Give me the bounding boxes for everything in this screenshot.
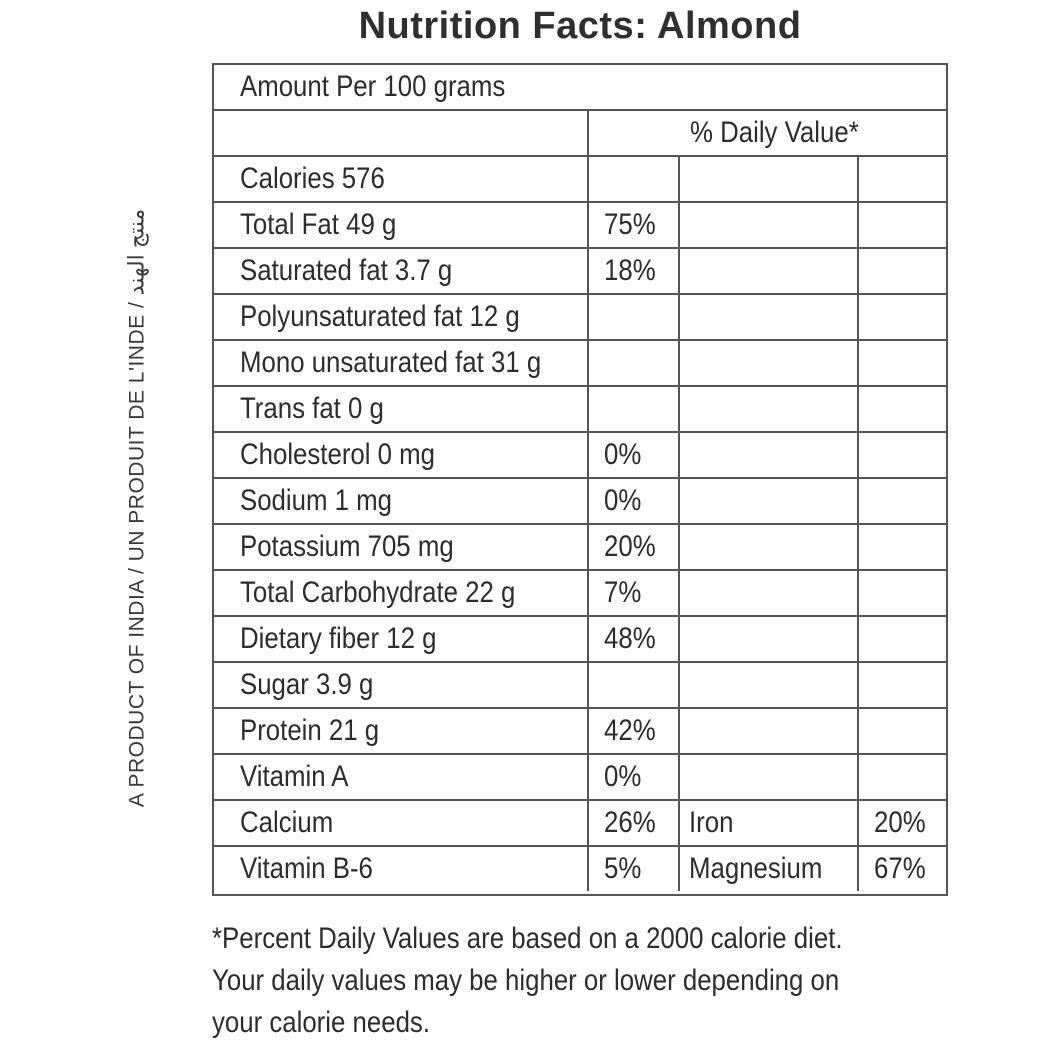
nutrient-row: [214, 295, 946, 341]
daily-value-percent: 18%: [604, 254, 656, 287]
daily-value-percent: 42%: [604, 714, 656, 747]
daily-value-header-row: [214, 111, 946, 157]
daily-value-percent: 75%: [604, 208, 656, 241]
nutrient-row: [214, 663, 946, 709]
nutrient-row: [214, 847, 946, 891]
nutrient-row: [214, 341, 946, 387]
nutrient-row: [214, 249, 946, 295]
footnote-line: *Percent Daily Values are based on a 2000 calorie diet.: [212, 922, 843, 955]
daily-value-percent: 20%: [604, 530, 656, 563]
daily-value-percent: 26%: [604, 806, 656, 839]
nutrient-row: [214, 617, 946, 663]
nutrient-row: [214, 755, 946, 801]
daily-value-percent: 0%: [604, 484, 642, 517]
secondary-nutrient-percent: 67%: [874, 852, 926, 885]
nutrient-label: Sugar 3.9 g: [240, 668, 374, 701]
secondary-nutrient-label: Magnesium: [689, 852, 823, 885]
nutrient-row: [214, 433, 946, 479]
daily-value-header: % Daily Value*: [690, 116, 859, 149]
nutrient-label: Sodium 1 mg: [240, 484, 393, 517]
nutrient-row: [214, 571, 946, 617]
footnote: [212, 918, 962, 1044]
nutrient-row: [214, 479, 946, 525]
footnote-line: Your daily values may be higher or lower depending on: [212, 964, 840, 997]
amount-per-label: Amount Per 100 grams: [240, 70, 506, 103]
nutrient-label: Cholesterol 0 mg: [240, 438, 436, 471]
secondary-nutrient-label: Iron: [689, 806, 734, 839]
nutrient-label: Trans fat 0 g: [240, 392, 384, 425]
nutrient-label: Dietary fiber 12 g: [240, 622, 437, 655]
nutrient-row: [214, 709, 946, 755]
nutrient-label: Potassium 705 mg: [240, 530, 454, 563]
footnote-line: your calorie needs.: [212, 1006, 430, 1039]
daily-value-percent: 48%: [604, 622, 656, 655]
nutrient-label: Vitamin B-6: [240, 852, 373, 885]
nutrient-label: Protein 21 g: [240, 714, 380, 747]
nutrient-label: Polyunsaturated fat 12 g: [240, 300, 520, 333]
nutrient-row: [214, 801, 946, 847]
nutrient-row: [214, 203, 946, 249]
origin-text-arabic: منتج الهند: [123, 208, 149, 296]
daily-value-percent: 0%: [604, 760, 642, 793]
secondary-nutrient-percent: 20%: [874, 806, 926, 839]
nutrient-label: Mono unsaturated fat 31 g: [240, 346, 542, 379]
nutrient-label: Total Fat 49 g: [240, 208, 397, 241]
daily-value-percent: 7%: [604, 576, 642, 609]
daily-value-percent: 0%: [604, 438, 642, 471]
amount-per-row: [214, 65, 946, 111]
page-title: Nutrition Facts: Almond: [358, 5, 802, 47]
nutrient-label: Calcium: [240, 806, 334, 839]
nutrient-row: [214, 525, 946, 571]
origin-statement: [124, 209, 151, 807]
nutrient-label: Total Carbohydrate 22 g: [240, 576, 516, 609]
nutrient-label: Calories 576: [240, 162, 385, 195]
nutrient-label: Saturated fat 3.7 g: [240, 254, 453, 287]
nutrient-row: [214, 387, 946, 433]
origin-text: A PRODUCT OF INDIA / UN PRODUIT DE L'INDE /: [125, 301, 149, 808]
daily-value-percent: 5%: [604, 852, 642, 885]
nutrient-row: [214, 157, 946, 203]
nutrient-label: Vitamin A: [240, 760, 349, 793]
nutrition-table: [212, 63, 948, 896]
